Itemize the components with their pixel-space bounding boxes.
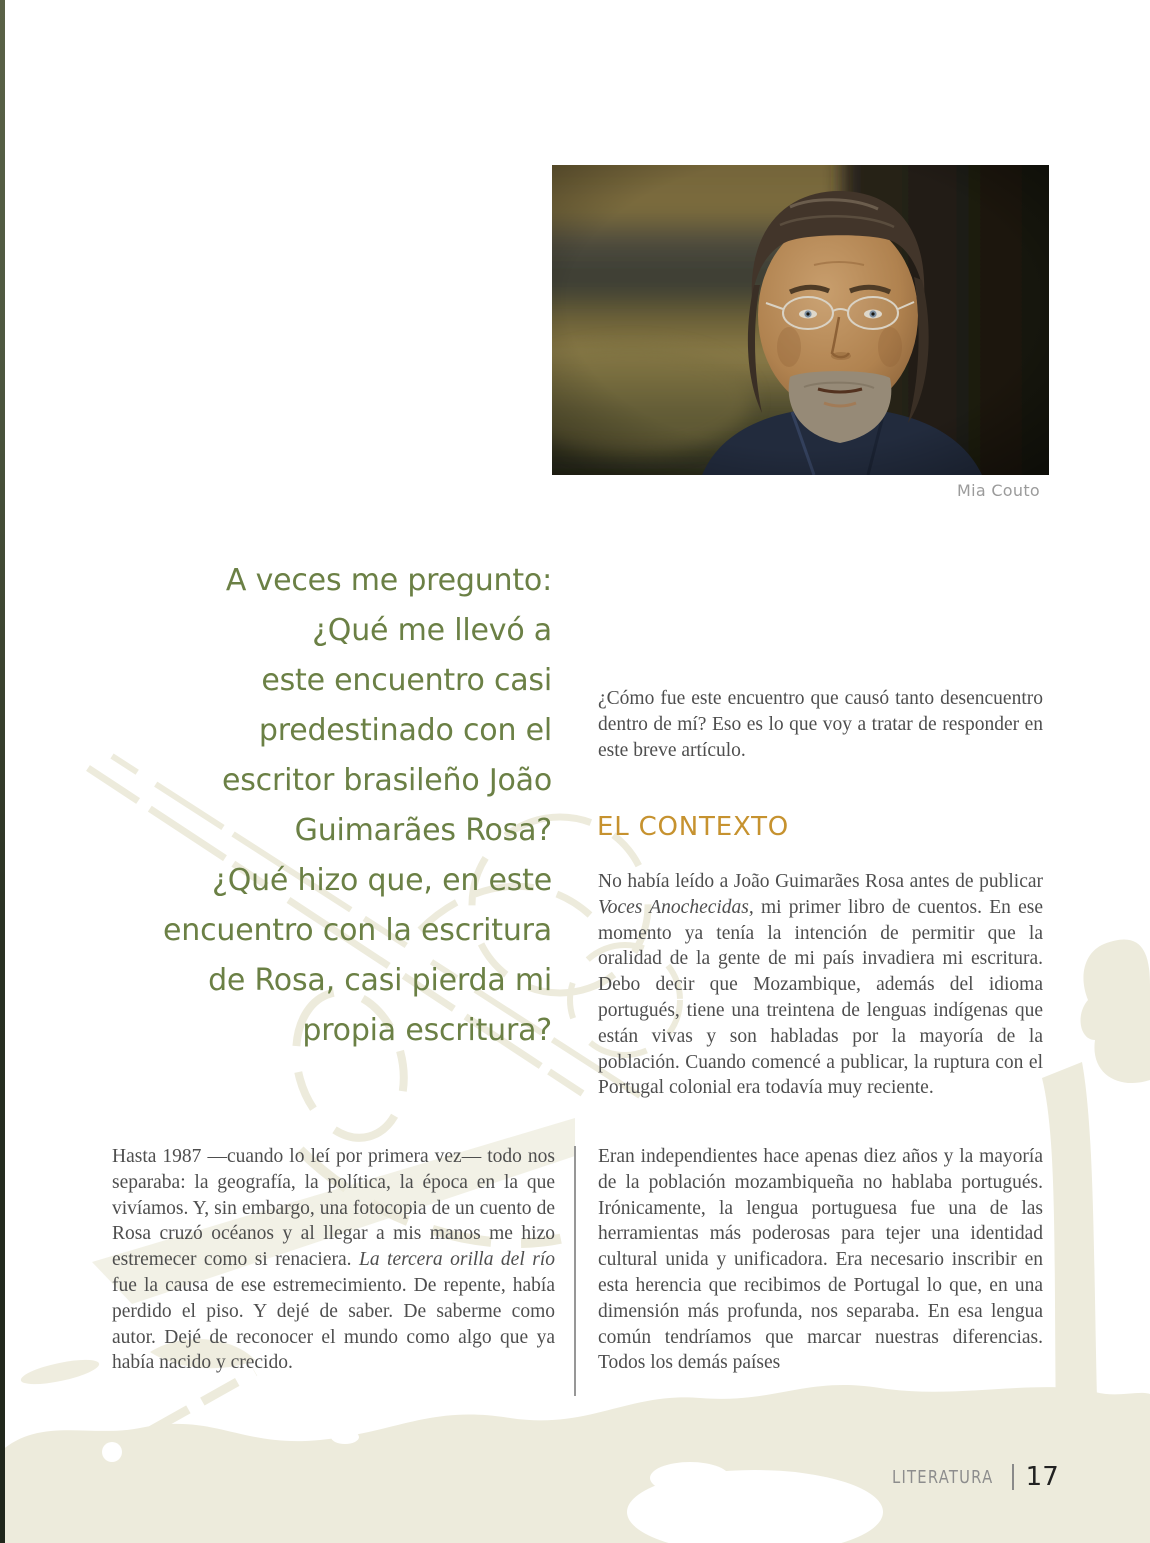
column-divider xyxy=(574,1146,576,1396)
pull-quote-line: de Rosa, casi pierda mi xyxy=(208,963,552,998)
pull-quote-line: encuentro con la escritura xyxy=(163,913,552,948)
footer-divider xyxy=(1012,1464,1014,1490)
independence-paragraph: Eran independientes hace apenas diez años y la mayoría de la población mozambiqueña no hablaba portugués. Irónicamente, la lengua portuguesa fue una de las herramientas más poderosas para tejer una identidad cultural unida y unificadora. Era necesario inscribir en esta herencia que recibimos de Portugal lo que, en una dimensión más profunda, nos separaba. En esa lengua común tendríamos que marcar nuestras diferencias. Todos los demás países xyxy=(598,1146,1043,1374)
portrait-photo xyxy=(552,165,1049,475)
pull-quote-line: ¿Qué me llevó a xyxy=(312,613,552,648)
left-column-paragraph: Hasta 1987 —cuando lo leí por primera vez— todo nos separaba: la geografía, la política, la época en la que vivíamos. Y, sin embargo, una fotocopia de un cuento de Rosa cruzó océanos y al llegar a mis manos me hizo estremecer como si renaciera. La tercera orilla del río fue la causa de ese estremecimiento. De repente, había perdido el piso. Y dejé de saber. De saberme como autor. Dejé de reconocer el mundo como algo que ya había nacido y crecido. xyxy=(112,1146,555,1374)
context-paragraph: No había leído a João Guimarães Rosa antes de publicar Voces Anochecidas, mi primer libro de cuentos. En ese momento ya tenía la intención de permitir que la oralidad de la gente de mi país invadiera mi escritura. Debo decir que Mozambique, además del idioma portugués, tiene una treintena de lenguas indígenas que están vivas y son habladas por la mayoría de la población. Cuando comencé a publicar, la ruptura con el Portugal colonial era todavía muy reciente. xyxy=(598,871,1043,1099)
footer-section-label: LITERATURA xyxy=(892,1466,994,1488)
photo-caption: Mia Couto xyxy=(956,481,1040,500)
pull-quote xyxy=(92,556,552,1056)
left-edge-accent-bar xyxy=(0,0,5,1543)
pull-quote-line: este encuentro casi xyxy=(261,663,552,698)
pull-quote-line: ¿Qué hizo que, en este xyxy=(211,863,552,898)
pull-quote-line: escritor brasileño João xyxy=(222,763,552,798)
pull-quote-line: predestinado con el xyxy=(258,713,552,748)
pull-quote-line: propia escritura? xyxy=(302,1013,552,1048)
pull-quote-line: A veces me pregunto: xyxy=(225,563,552,598)
pull-quote-line: Guimarães Rosa? xyxy=(294,813,552,848)
page-footer xyxy=(892,1462,1059,1492)
section-heading: EL CONTEXTO xyxy=(597,812,790,842)
portrait-photo-image xyxy=(552,165,1049,475)
intro-paragraph: ¿Cómo fue este encuentro que causó tanto desencuentro dentro de mí? Eso es lo que voy a tratar de responder en este breve artículo. xyxy=(598,688,1043,761)
page-number: 17 xyxy=(1025,1462,1059,1492)
